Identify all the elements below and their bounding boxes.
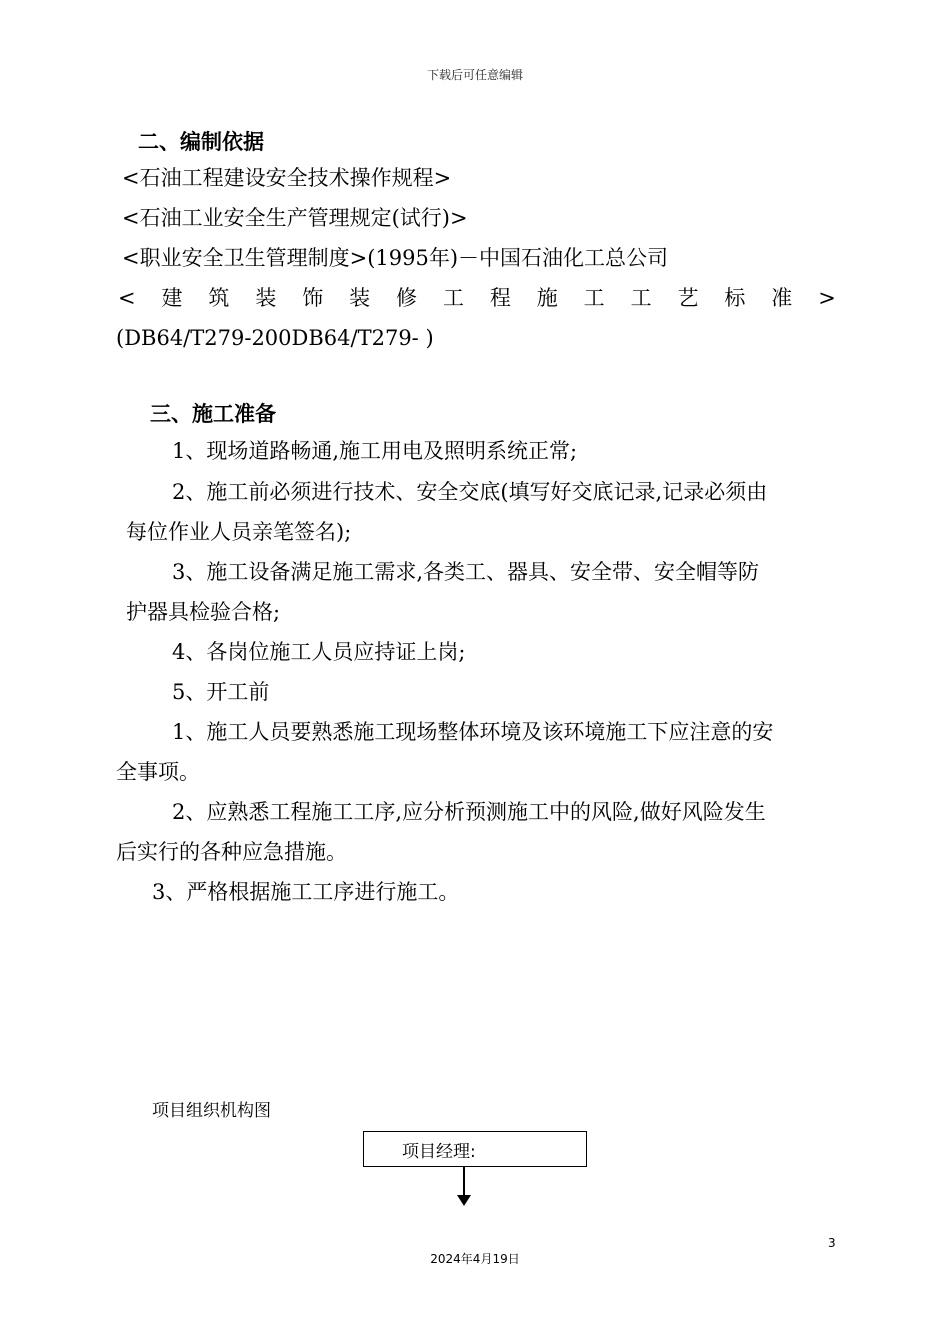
project-manager-label: 项目经理: (402, 1142, 476, 1162)
reference-4-char: 修 (396, 286, 418, 310)
reference-4-char: 施 (536, 286, 558, 310)
prep-item-5: 5、开工前 (172, 680, 270, 704)
prep-item-2: 2、施工前必须进行技术、安全交底(填写好交底记录,记录必须由 (172, 480, 768, 504)
reference-4-char: 程 (489, 286, 511, 310)
subitem-1: 1、施工人员要熟悉施工现场整体环境及该环境施工下应注意的安 (172, 720, 774, 744)
reference-3: <职业安全卫生管理制度>(1995年)－中国石油化工总公司 (122, 246, 669, 270)
footer-date: 2024年4月19日 (430, 1252, 520, 1266)
reference-4-char: 工 (630, 286, 652, 310)
prep-item-3: 3、施工设备满足施工需求,各类工、器具、安全带、安全帽等防 (172, 560, 760, 584)
prep-item-2-cont: 每位作业人员亲笔签名); (126, 520, 352, 544)
reference-4-char: 标 (724, 286, 746, 310)
reference-4-char: 建 (161, 286, 183, 310)
org-connector-line (463, 1167, 465, 1197)
reference-4-char: 工 (442, 286, 464, 310)
page-number: 3 (828, 1236, 836, 1250)
reference-4-char: 饰 (302, 286, 324, 310)
reference-2: <石油工业安全生产管理规定(试行)> (122, 206, 468, 230)
section-2-title: 二、编制依据 (138, 130, 264, 154)
prep-item-1: 1、现场道路畅通,施工用电及照明系统正常; (172, 439, 578, 463)
subitem-2-cont: 后实行的各种应急措施。 (116, 840, 347, 864)
subitem-3: 3、严格根据施工工序进行施工。 (152, 880, 460, 904)
section-3-title: 三、施工准备 (150, 402, 276, 426)
page-header: 下载后可任意编辑 (426, 68, 523, 82)
reference-4-char: 筑 (208, 286, 230, 310)
subitem-1-cont: 全事项。 (116, 760, 200, 784)
reference-4-char: 装 (349, 286, 371, 310)
reference-4-char: 艺 (677, 286, 699, 310)
reference-4 (118, 284, 836, 312)
reference-4-char: 工 (583, 286, 605, 310)
project-manager-box (363, 1131, 587, 1167)
arrow-down-icon (457, 1195, 471, 1206)
reference-1: <石油工程建设安全技术操作规程> (122, 166, 452, 190)
reference-4-char: < (118, 286, 136, 310)
prep-item-4: 4、各岗位施工人员应持证上岗; (172, 640, 466, 664)
reference-4-standard-code: (DB64/T279-200DB64/T279- ) (116, 326, 434, 350)
reference-4-char: 装 (255, 286, 277, 310)
reference-4-char: 准 (771, 286, 793, 310)
subitem-2: 2、应熟悉工程施工工序,应分析预测施工中的风险,做好风险发生 (172, 800, 766, 824)
prep-item-3-cont: 护器具检验合格; (126, 600, 281, 624)
reference-4-char: > (818, 286, 836, 310)
org-chart-caption: 项目组织机构图 (152, 1101, 271, 1121)
